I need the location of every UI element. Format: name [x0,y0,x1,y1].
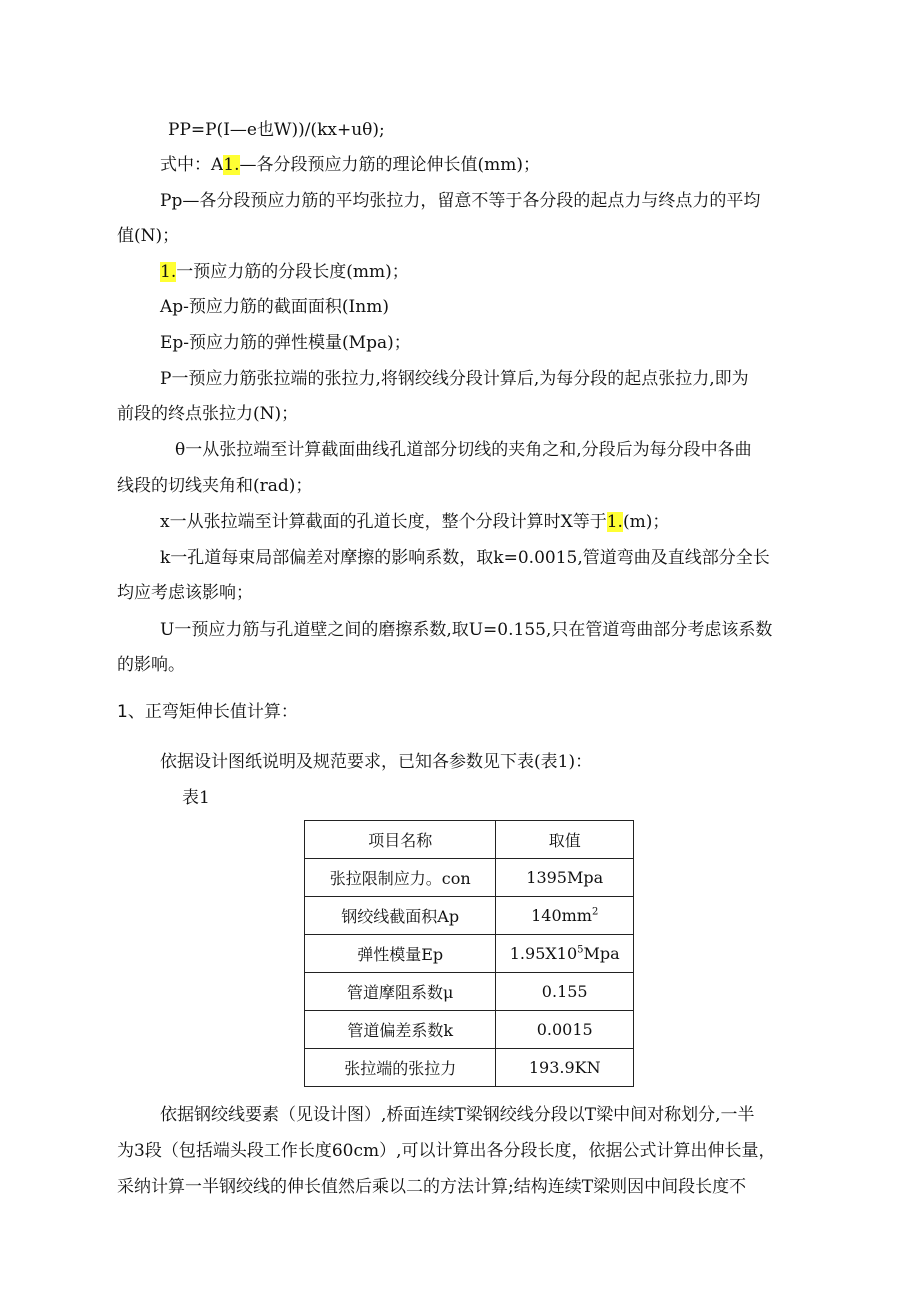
table-row [305,1011,634,1049]
param-value: 0.0015 [496,1011,634,1049]
definition-u-line2: 的影响。 [117,655,185,675]
parameter-table [304,820,634,1087]
table-header-row [305,821,634,859]
param-value: 193.9KN [496,1049,634,1087]
param-value-unit: Mpa [583,944,620,963]
definition-p-line2: 前段的终点张拉力(N)； [117,404,299,424]
definition-ep: Ep-预应力筋的弹性模量(Mpa)； [160,333,411,353]
table-row [305,897,634,935]
definition-x-text: x一从张拉端至计算截面的孔道长度，整个分段计算时X等于 [160,512,607,532]
param-name: 钢绞线截面积Ap [305,897,496,935]
definition-p-line1: P一预应力筋张拉端的张拉力,将钢绞线分段计算后,为每分段的起点张拉力,即为 [160,369,749,389]
highlight-mark: 1. [160,262,177,282]
definition-l [160,260,409,284]
table-row [305,935,634,973]
highlight-mark: 1. [606,512,623,532]
param-value: 1395Mpa [496,859,634,897]
paragraph-line2: 为3段（包括端头段工作长度60cm）,可以计算出各分段长度，依据公式计算出伸长量， [117,1141,776,1161]
definition-ap: Ap-预应力筋的截面面积(Inm) [160,297,389,317]
table-caption: 表1 [182,788,210,808]
param-value: 0.155 [496,973,634,1011]
param-name: 管道摩阻系数μ [305,973,496,1011]
formula-line: PP=P(I—e也W))/(kx+uθ); [168,120,385,140]
paragraph-line3: 采纳计算一半钢绞线的伸长值然后乘以二的方法计算;结构连续T梁则因中间段长度不 [117,1177,747,1197]
definition-x-unit: (m)； [622,512,670,532]
definition-a1 [160,153,540,177]
table-row [305,973,634,1011]
table-row [305,859,634,897]
section-heading: 1、正弯矩伸长值计算： [117,702,298,722]
header-cell-value: 取值 [496,821,634,859]
table-row [305,1049,634,1087]
intro-line: 依据设计图纸说明及规范要求，已知各参数见下表(表1)： [160,752,593,772]
superscript: 5 [577,944,584,956]
param-name: 张拉限制应力。con [305,859,496,897]
paragraph-line1: 依据钢绞线要素（见设计图）,桥面连续T梁钢绞线分段以T梁中间对称划分,一半 [160,1105,755,1125]
definition-x [160,510,669,534]
highlight-mark: 1. [223,155,240,175]
param-value [496,897,634,935]
definition-theta-line2: 线段的切线夹角和(rad)； [117,476,313,496]
param-name: 张拉端的张拉力 [305,1049,496,1087]
definition-pp-line1: Pp—各分段预应力筋的平均张拉力，留意不等于各分段的起点力与终点力的平均 [160,191,761,211]
definition-l-text: 一预应力筋的分段长度(mm)； [176,262,409,282]
header-cell-name: 项目名称 [305,821,496,859]
definition-theta-line1: θ一从张拉端至计算截面曲线孔道部分切线的夹角之和,分段后为每分段中各曲 [175,440,752,460]
param-value-text: 140mm [531,906,592,925]
definition-pp-line2: 值(N)； [117,226,180,246]
definition-a1-text: —各分段预应力筋的理论伸长值(mm)； [239,155,541,175]
definition-a1-prefix: 式中：A [160,155,224,175]
param-value [496,935,634,973]
superscript: 2 [591,906,599,918]
definition-k-line1: k一孔道每束局部偏差对摩擦的影响系数，取k=0.0015,管道弯曲及直线部分全长 [160,548,770,568]
definition-k-line2: 均应考虑该影响； [117,583,253,603]
param-name: 弹性模量Ep [305,935,496,973]
definition-u-line1: U一预应力筋与孔道壁之间的磨擦系数,取U=0.155,只在管道弯曲部分考虑该系数 [160,620,773,640]
param-value-text: 1.95X10 [509,944,578,963]
param-name: 管道偏差系数k [305,1011,496,1049]
